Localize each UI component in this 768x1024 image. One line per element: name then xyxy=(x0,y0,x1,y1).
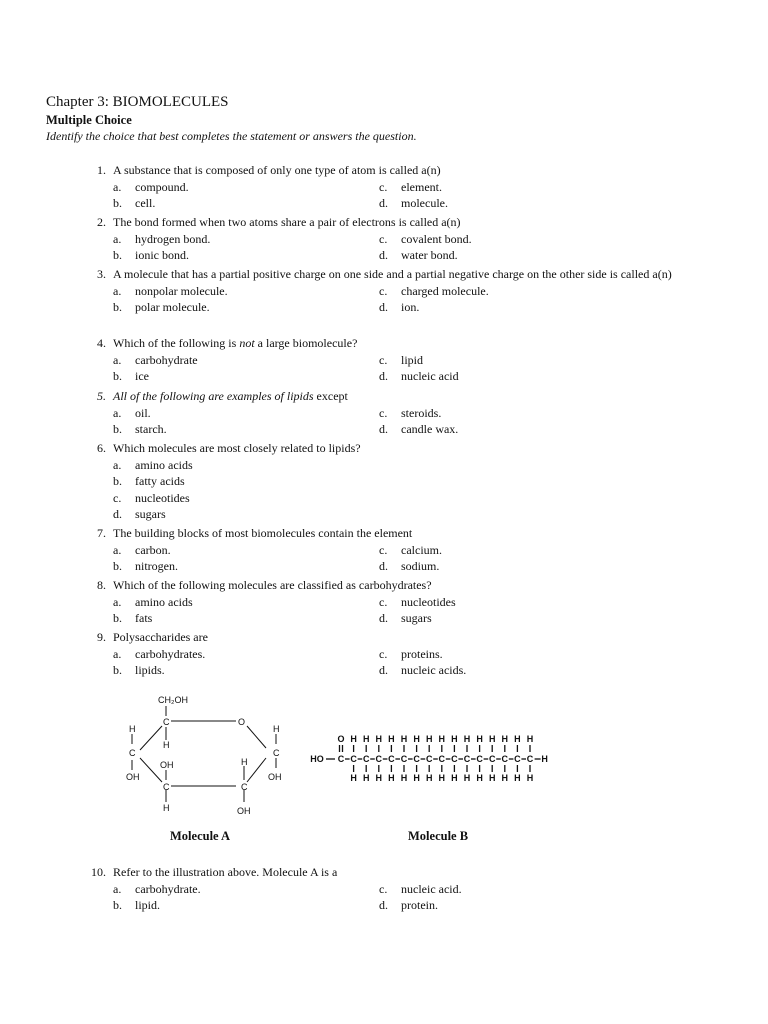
carbon-label: C xyxy=(413,754,420,764)
hydrogen-label: H xyxy=(541,754,548,764)
option-c: c. calcium. xyxy=(379,542,442,557)
hydrogen-label: H xyxy=(163,803,170,813)
carbon-label: C xyxy=(463,754,471,764)
hydrogen-label: H xyxy=(241,757,248,767)
carbon-label: C xyxy=(350,754,357,764)
carbon-label: C xyxy=(337,754,345,764)
question-7 xyxy=(82,525,722,575)
section-heading: Multiple Choice xyxy=(46,113,132,127)
option-c: c. covalent bond. xyxy=(379,231,472,246)
question-text: A molecule that has a partial positive charge on one side and a partial negative charge on the other side is called a(n) xyxy=(113,267,672,281)
carbon-label: C xyxy=(163,782,170,792)
option-b: b. fats xyxy=(113,611,153,625)
option-c: c. lipid xyxy=(379,352,424,367)
hydrogen-label: H xyxy=(350,734,357,744)
carbon-label: C xyxy=(388,754,395,764)
hydrogen-label: H xyxy=(375,734,383,744)
question-text: All of the following are examples of lipids except xyxy=(113,389,348,403)
hydrogen-label: H xyxy=(526,734,534,744)
option-c: c. steroids. xyxy=(379,405,442,420)
hydrogen-label: H xyxy=(438,773,446,783)
question-8 xyxy=(82,577,722,627)
option-b: b. lipids. xyxy=(113,663,165,677)
hydroxyl-label: OH xyxy=(126,772,140,782)
instructions: Identify the choice that best completes the statement or answers the question. xyxy=(46,129,417,143)
carbon-label: C xyxy=(476,754,483,764)
option-b: b. nitrogen. xyxy=(113,559,178,573)
question-4 xyxy=(82,335,722,385)
question-1 xyxy=(82,162,722,212)
carbon-label: C xyxy=(273,748,280,758)
hydrogen-label: H xyxy=(514,734,521,744)
question-number: 8. xyxy=(97,578,106,592)
hydrogen-label: H xyxy=(463,734,471,744)
carbon-label: C xyxy=(362,754,370,764)
hydrogen-label: H xyxy=(488,734,496,744)
hydrogen-label: H xyxy=(163,740,170,750)
question-text: Which molecules are most closely related to lipids? xyxy=(113,441,361,455)
hydrogen-label: H xyxy=(488,773,496,783)
question-text: The building blocks of most biomolecules contain the element xyxy=(113,526,413,540)
question-2 xyxy=(82,214,722,264)
carbon-label: C xyxy=(129,748,136,758)
option-a: a. amino acids xyxy=(113,457,193,472)
hydrogen-label: H xyxy=(413,773,420,783)
hydrogen-label: H xyxy=(451,734,458,744)
molecule-b-caption: Molecule B xyxy=(408,829,469,843)
question-text: Which of the following molecules are classified as carbohydrates? xyxy=(113,578,432,592)
option-a: a. oil. xyxy=(113,405,151,420)
option-b: b. ice xyxy=(113,369,149,383)
molecule-a-caption: Molecule A xyxy=(170,829,231,843)
question-number: 10. xyxy=(91,865,106,879)
option-d: d. water bond. xyxy=(379,248,458,262)
hydroxyl-label: OH xyxy=(268,772,282,782)
carbon-label: C xyxy=(501,754,509,764)
chapter-title: Chapter 3: BIOMOLECULES xyxy=(46,94,229,110)
question-9 xyxy=(82,629,722,679)
carbon-label: C xyxy=(526,754,534,764)
option-c: c. proteins. xyxy=(379,646,443,661)
hydrogen-label: H xyxy=(375,773,383,783)
option-d: d. sodium. xyxy=(379,559,440,573)
question-number: 6. xyxy=(97,441,106,455)
hydroxyl-label: HO xyxy=(310,754,324,764)
question-number: 9. xyxy=(97,630,106,644)
hydrogen-label: H xyxy=(514,773,521,783)
hydrogen-label: H xyxy=(526,773,534,783)
hydrogen-label: H xyxy=(451,773,458,783)
option-c: c. element. xyxy=(379,179,442,194)
carbon-label: C xyxy=(375,754,383,764)
option-c: c. nucleotides xyxy=(113,490,190,505)
hydrogen-label: H xyxy=(438,734,446,744)
hydrogen-label: H xyxy=(129,724,136,734)
hydrogen-label: H xyxy=(476,734,483,744)
hydrogen-label: H xyxy=(501,773,509,783)
carbon-label: C xyxy=(514,754,521,764)
carbon-label: C xyxy=(438,754,446,764)
hydrogen-label: H xyxy=(400,773,408,783)
option-a: a. carbon. xyxy=(113,542,171,557)
option-d: d. sugars xyxy=(113,507,166,521)
question-number: 3. xyxy=(97,267,106,281)
carbon-label: C xyxy=(451,754,458,764)
hydrogen-label: H xyxy=(501,734,509,744)
question-10 xyxy=(82,864,722,914)
option-a: a. nonpolar molecule. xyxy=(113,283,228,298)
molecule-b-diagram xyxy=(305,725,585,785)
question-text: A substance that is composed of only one type of atom is called a(n) xyxy=(113,163,441,177)
ch2oh-label: CH₂OH xyxy=(158,695,188,705)
option-d: d. sugars xyxy=(379,611,432,625)
option-d: d. candle wax. xyxy=(379,422,459,436)
hydrogen-label: H xyxy=(273,724,280,734)
option-b: b. polar molecule. xyxy=(113,300,210,314)
option-d: d. molecule. xyxy=(379,196,448,210)
hydrogen-label: H xyxy=(463,773,471,783)
option-a: a. amino acids xyxy=(113,594,193,609)
hydrogen-label: H xyxy=(425,734,433,744)
question-number: 4. xyxy=(97,336,106,350)
question-text: The bond formed when two atoms share a pair of electrons is called a(n) xyxy=(113,215,461,229)
option-c: c. nucleic acid. xyxy=(379,881,462,896)
hydrogen-label: H xyxy=(362,734,370,744)
option-b: b. fatty acids xyxy=(113,474,185,488)
hydrogen-label: H xyxy=(413,734,420,744)
option-d: d. nucleic acids. xyxy=(379,663,467,677)
carbon-label: C xyxy=(488,754,496,764)
option-a: a. carbohydrate xyxy=(113,352,198,367)
carbon-label: C xyxy=(425,754,433,764)
question-number: 5. xyxy=(97,389,106,403)
option-b: b. starch. xyxy=(113,422,167,436)
question-6 xyxy=(82,440,722,523)
option-d: d. nucleic acid xyxy=(379,369,459,383)
hydrogen-label: H xyxy=(476,773,483,783)
question-text: Polysaccharides are xyxy=(113,630,208,644)
option-c: c. charged molecule. xyxy=(379,283,489,298)
hydroxyl-label: OH xyxy=(237,806,251,816)
carbon-label: C xyxy=(241,782,248,792)
option-a: a. carbohydrates. xyxy=(113,646,206,661)
hydrogen-label: H xyxy=(350,773,357,783)
hydroxyl-label: OH xyxy=(160,760,174,770)
hydrogen-label: H xyxy=(425,773,433,783)
option-a: a. compound. xyxy=(113,179,189,194)
question-text: Which of the following is not a large biomolecule? xyxy=(113,336,358,350)
option-b: b. cell. xyxy=(113,196,156,210)
question-number: 2. xyxy=(97,215,106,229)
carbon-label: C xyxy=(400,754,408,764)
option-d: d. protein. xyxy=(379,898,438,912)
hydrogen-label: H xyxy=(388,773,395,783)
option-c: c. nucleotides xyxy=(379,594,456,609)
question-number: 1. xyxy=(97,163,106,177)
oxygen-label: O xyxy=(337,734,345,744)
question-3 xyxy=(82,266,722,316)
option-b: b. ionic bond. xyxy=(113,248,189,262)
question-text: Refer to the illustration above. Molecule A is a xyxy=(113,865,338,879)
option-d: d. ion. xyxy=(379,300,420,314)
question-number: 7. xyxy=(97,526,106,540)
option-a: a. hydrogen bond. xyxy=(113,231,211,246)
hydrogen-label: H xyxy=(400,734,408,744)
option-a: a. carbohydrate. xyxy=(113,881,201,896)
option-b: b. lipid. xyxy=(113,898,161,912)
molecule-a-diagram xyxy=(118,690,288,820)
question-5 xyxy=(82,388,722,438)
hydrogen-label: H xyxy=(388,734,395,744)
hydrogen-label: H xyxy=(362,773,370,783)
carbon-label: C xyxy=(163,717,170,727)
oxygen-label: O xyxy=(238,717,246,727)
